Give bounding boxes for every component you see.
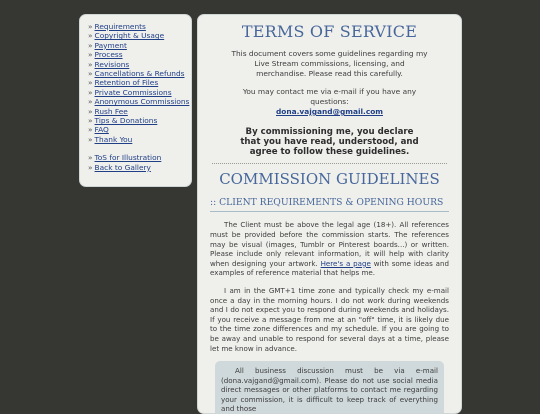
- nav-link[interactable]: Payment: [94, 40, 127, 50]
- nav-link[interactable]: Anonymous Commissions: [94, 97, 190, 107]
- page-title: TERMS OF SERVICE: [241, 22, 418, 41]
- arrow-icon: »: [88, 50, 93, 60]
- arrow-icon: »: [88, 78, 93, 88]
- nav-item[interactable]: [88, 107, 191, 116]
- nav-item[interactable]: [88, 153, 191, 162]
- nav-item[interactable]: [88, 69, 191, 78]
- nav-link[interactable]: Cancellations & Refunds: [94, 69, 185, 79]
- nav-link[interactable]: FAQ: [94, 125, 109, 135]
- nav-link[interactable]: ToS for Illustration: [94, 153, 162, 163]
- arrow-icon: »: [88, 59, 93, 69]
- arrow-icon: »: [88, 31, 93, 41]
- nav-list: [88, 22, 191, 144]
- nav-link[interactable]: Private Commissions: [94, 87, 172, 97]
- nav-link[interactable]: Rush Fee: [94, 106, 128, 116]
- section-divider: [212, 163, 447, 164]
- nav-link[interactable]: Revisions: [94, 59, 130, 69]
- nav-item[interactable]: [88, 88, 191, 97]
- reference-page-link[interactable]: Here's a page: [320, 258, 371, 268]
- para1-text-end: with some ideas and examples of reference material that helps me.: [210, 258, 449, 278]
- nav-item[interactable]: [88, 50, 191, 59]
- email-link[interactable]: dona.vajgand@gmail.com: [276, 106, 383, 116]
- nav-extra-list: [88, 153, 191, 172]
- sidebar-nav: [79, 14, 192, 187]
- nav-link[interactable]: Thank You: [94, 134, 133, 144]
- arrow-icon: »: [88, 22, 93, 31]
- nav-item[interactable]: [88, 60, 191, 69]
- requirements-paragraph: [210, 220, 449, 278]
- para1-text-start: The Client must be above the legal age (18+). All references must be provided before the commission starts. The references may be visual (images, Tumblr or Pinterest boards...) or written. Please include only relevant information, it will help with clarity when designing your artwork.: [210, 220, 449, 268]
- nav-item[interactable]: [88, 125, 191, 134]
- arrow-icon: »: [88, 106, 93, 116]
- nav-link[interactable]: Back to Gallery: [94, 162, 151, 172]
- nav-item[interactable]: [88, 97, 191, 106]
- email-notice-box: All business discussion must be via e-mail (dona.vajgand@gmail.com). Please do not use social media direct messages or other platforms to contact me regarding your commission, it is difficult to keep track of everything and those: [215, 361, 444, 414]
- contact-label: You may contact me via e-mail if you have any questions:: [242, 87, 417, 107]
- nav-item[interactable]: [88, 163, 191, 172]
- nav-item[interactable]: [88, 78, 191, 87]
- nav-link[interactable]: Copyright & Usage: [94, 31, 165, 41]
- nav-link[interactable]: Retention of Files: [94, 78, 159, 88]
- agreement-notice: By commissioning me, you declare that you have read, understood, and agree to follow these guidelines.: [240, 126, 419, 158]
- nav-item[interactable]: [88, 41, 191, 50]
- nav-gap: [88, 144, 191, 153]
- main-content: [197, 14, 462, 414]
- arrow-icon: »: [88, 116, 93, 126]
- arrow-icon: »: [88, 97, 93, 107]
- arrow-icon: »: [88, 40, 93, 50]
- arrow-icon: »: [88, 87, 93, 97]
- contact-text: [230, 87, 429, 116]
- nav-item[interactable]: [88, 31, 191, 40]
- nav-item[interactable]: [88, 22, 191, 31]
- arrow-icon: »: [88, 153, 93, 163]
- nav-item[interactable]: [88, 135, 191, 144]
- opening-hours-paragraph: I am in the GMT+1 time zone and typically check my e-mail once a day in the morning hours. I do not work during weekends and I do not expect you to respond during weekends and holidays. If you receive a message from me at an "off" time, it is likely due to the time zone differences and my schedule. If you are going to be away and unable to respond for several days at a time, please let me know in advance.: [210, 285, 449, 353]
- subsection-title: :: CLIENT REQUIREMENTS & OPENING HOURS: [210, 197, 449, 212]
- intro-text: This document covers some guidelines regarding my Live Stream commissions, licensing, and merchandise. Please read this carefully.: [231, 49, 428, 78]
- nav-link[interactable]: Tips & Donations: [94, 116, 158, 126]
- arrow-icon: »: [88, 125, 93, 135]
- arrow-icon: »: [88, 69, 93, 79]
- arrow-icon: »: [88, 134, 93, 144]
- nav-item[interactable]: [88, 116, 191, 125]
- arrow-icon: »: [88, 162, 93, 172]
- section-title: COMMISSION GUIDELINES: [219, 170, 440, 189]
- nav-link[interactable]: Process: [94, 50, 123, 60]
- nav-link[interactable]: Requirements: [94, 22, 146, 31]
